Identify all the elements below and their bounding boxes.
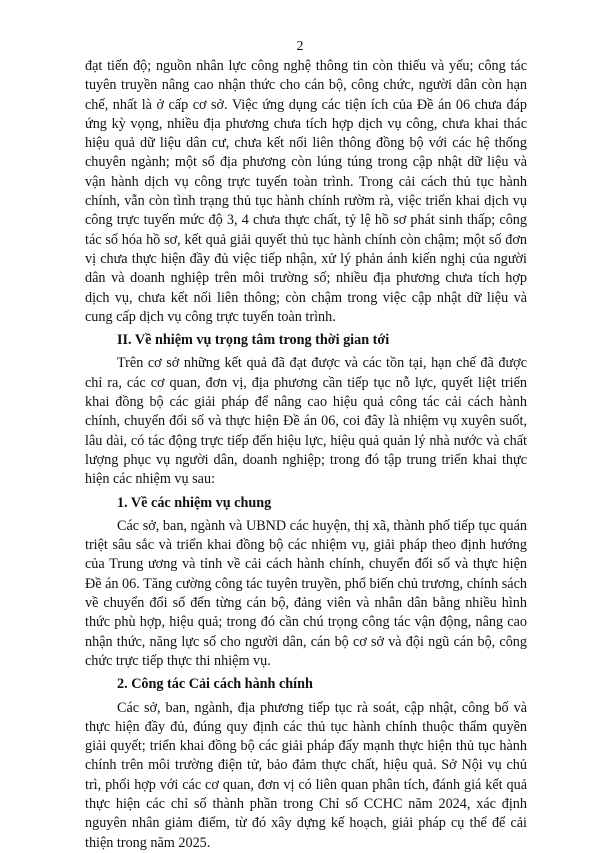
subheading-admin-reform: 2. Công tác Cải cách hành chính: [117, 676, 313, 693]
paragraph-general-tasks: Các sở, ban, ngành và UBND các huyện, thị xã, thành phố tiếp tục quán triệt sâu sắc và triển khai đồng bộ các nhiệm vụ, giải pháp theo định hướng của Trung ương và tỉnh về cải cách hành chính, chuyển đổi số và thực hiện Đề án 06. Tăng cường công tác tuyên truyền, phổ biến chủ trương, chính sách về chuyển đổi số đến từng cán bộ, đảng viên và nhân dân bằng nhiều hình thức phù hợp, hiệu quả; trong đó cần chú trọng công tác vận động, nâng cao nhận thức, năng lực số cho người dân, cán bộ cơ sở và đội ngũ cán bộ, công chức trực tiếp thực thi nhiệm vụ.: [85, 517, 527, 669]
page-number: 2: [296, 39, 304, 54]
paragraph-intro-tasks: Trên cơ sở những kết quả đã đạt được và các tồn tại, hạn chế đã được chỉ ra, các cơ quan, đơn vị, địa phương cần tiếp tục nỗ lực, quyết liệt triển khai đồng bộ các giải pháp để nâng cao hiệu quả công tác cải cách hành chính, chuyển đổi số và thực hiện Đề án 06, coi đây là nhiệm vụ xuyên suốt, lâu dài, có tác động trực tiếp đến hiệu lực, hiệu quả quản lý nhà nước và chất lượng phục vụ người dân, doanh nghiệp; trong đó tập trung triển khai thực hiện các nhiệm vụ sau:: [85, 355, 527, 488]
section-heading-key-tasks: II. Về nhiệm vụ trọng tâm trong thời gian tới: [117, 332, 390, 349]
subheading-general-tasks: 1. Về các nhiệm vụ chung: [117, 494, 272, 511]
paragraph-admin-reform: Các sở, ban, ngành, địa phương tiếp tục rà soát, cập nhật, công bố và thực hiện đầy đủ, đúng quy định các thủ tục hành chính thuộc thẩm quyền giải quyết; triển khai đồng bộ các giải pháp đẩy mạnh thực hiện thủ tục hành chính trên môi trường điện tử, bảo đảm thực chất, hiệu quả. Sở Nội vụ chủ trì, phối hợp với các cơ quan, đơn vị có liên quan phân tích, đánh giá kết quả thực hiện các chỉ số thành phần trong Chỉ số CCHC năm 2024, xác định nguyên nhân giảm điểm, từ đó xây dựng kế hoạch, giải pháp cụ thể để cải thiện trong năm 2025.: [85, 699, 527, 851]
paragraph-limitations: đạt tiến độ; nguồn nhân lực công nghệ thông tin còn thiếu và yếu; công tác tuyên truyền nâng cao nhận thức cho cán bộ, công chức, người dân còn hạn chế, nhất là ở cấp cơ sở. Việc ứng dụng các tiện ích của Đề án 06 chưa đáp ứng kỳ vọng, nhiều địa phương chưa tích hợp dịch vụ công, chưa khai thác hiệu quả dữ liệu dân cư, chưa kết nối liên thông đồng bộ với các hệ thống chuyên ngành; một số địa phương còn lúng túng trong cập nhật dữ liệu và vận hành dịch vụ công trực tuyến toàn trình. Trong cải cách thủ tục hành chính, vẫn còn tình trạng thủ tục hành chính rườm rà, việc triển khai dịch vụ công trực tuyến mức độ 3, 4 chưa thực chất, tỷ lệ hồ sơ phát sinh thấp; công tác số hóa hồ sơ, kết quả giải quyết thủ tục hành chính còn chậm; một số đơn vị chưa thực hiện đầy đủ việc tiếp nhận, xử lý phản ánh kiến nghị của người dân và doanh nghiệp trên môi trường số; nhiều địa phương chưa tích hợp dịch vụ, chưa kết nối liên thông; còn chậm trong việc cập nhật dữ liệu và cung cấp dịch vụ công trực tuyến toàn trình.: [85, 58, 527, 325]
document-body: [85, 57, 527, 853]
